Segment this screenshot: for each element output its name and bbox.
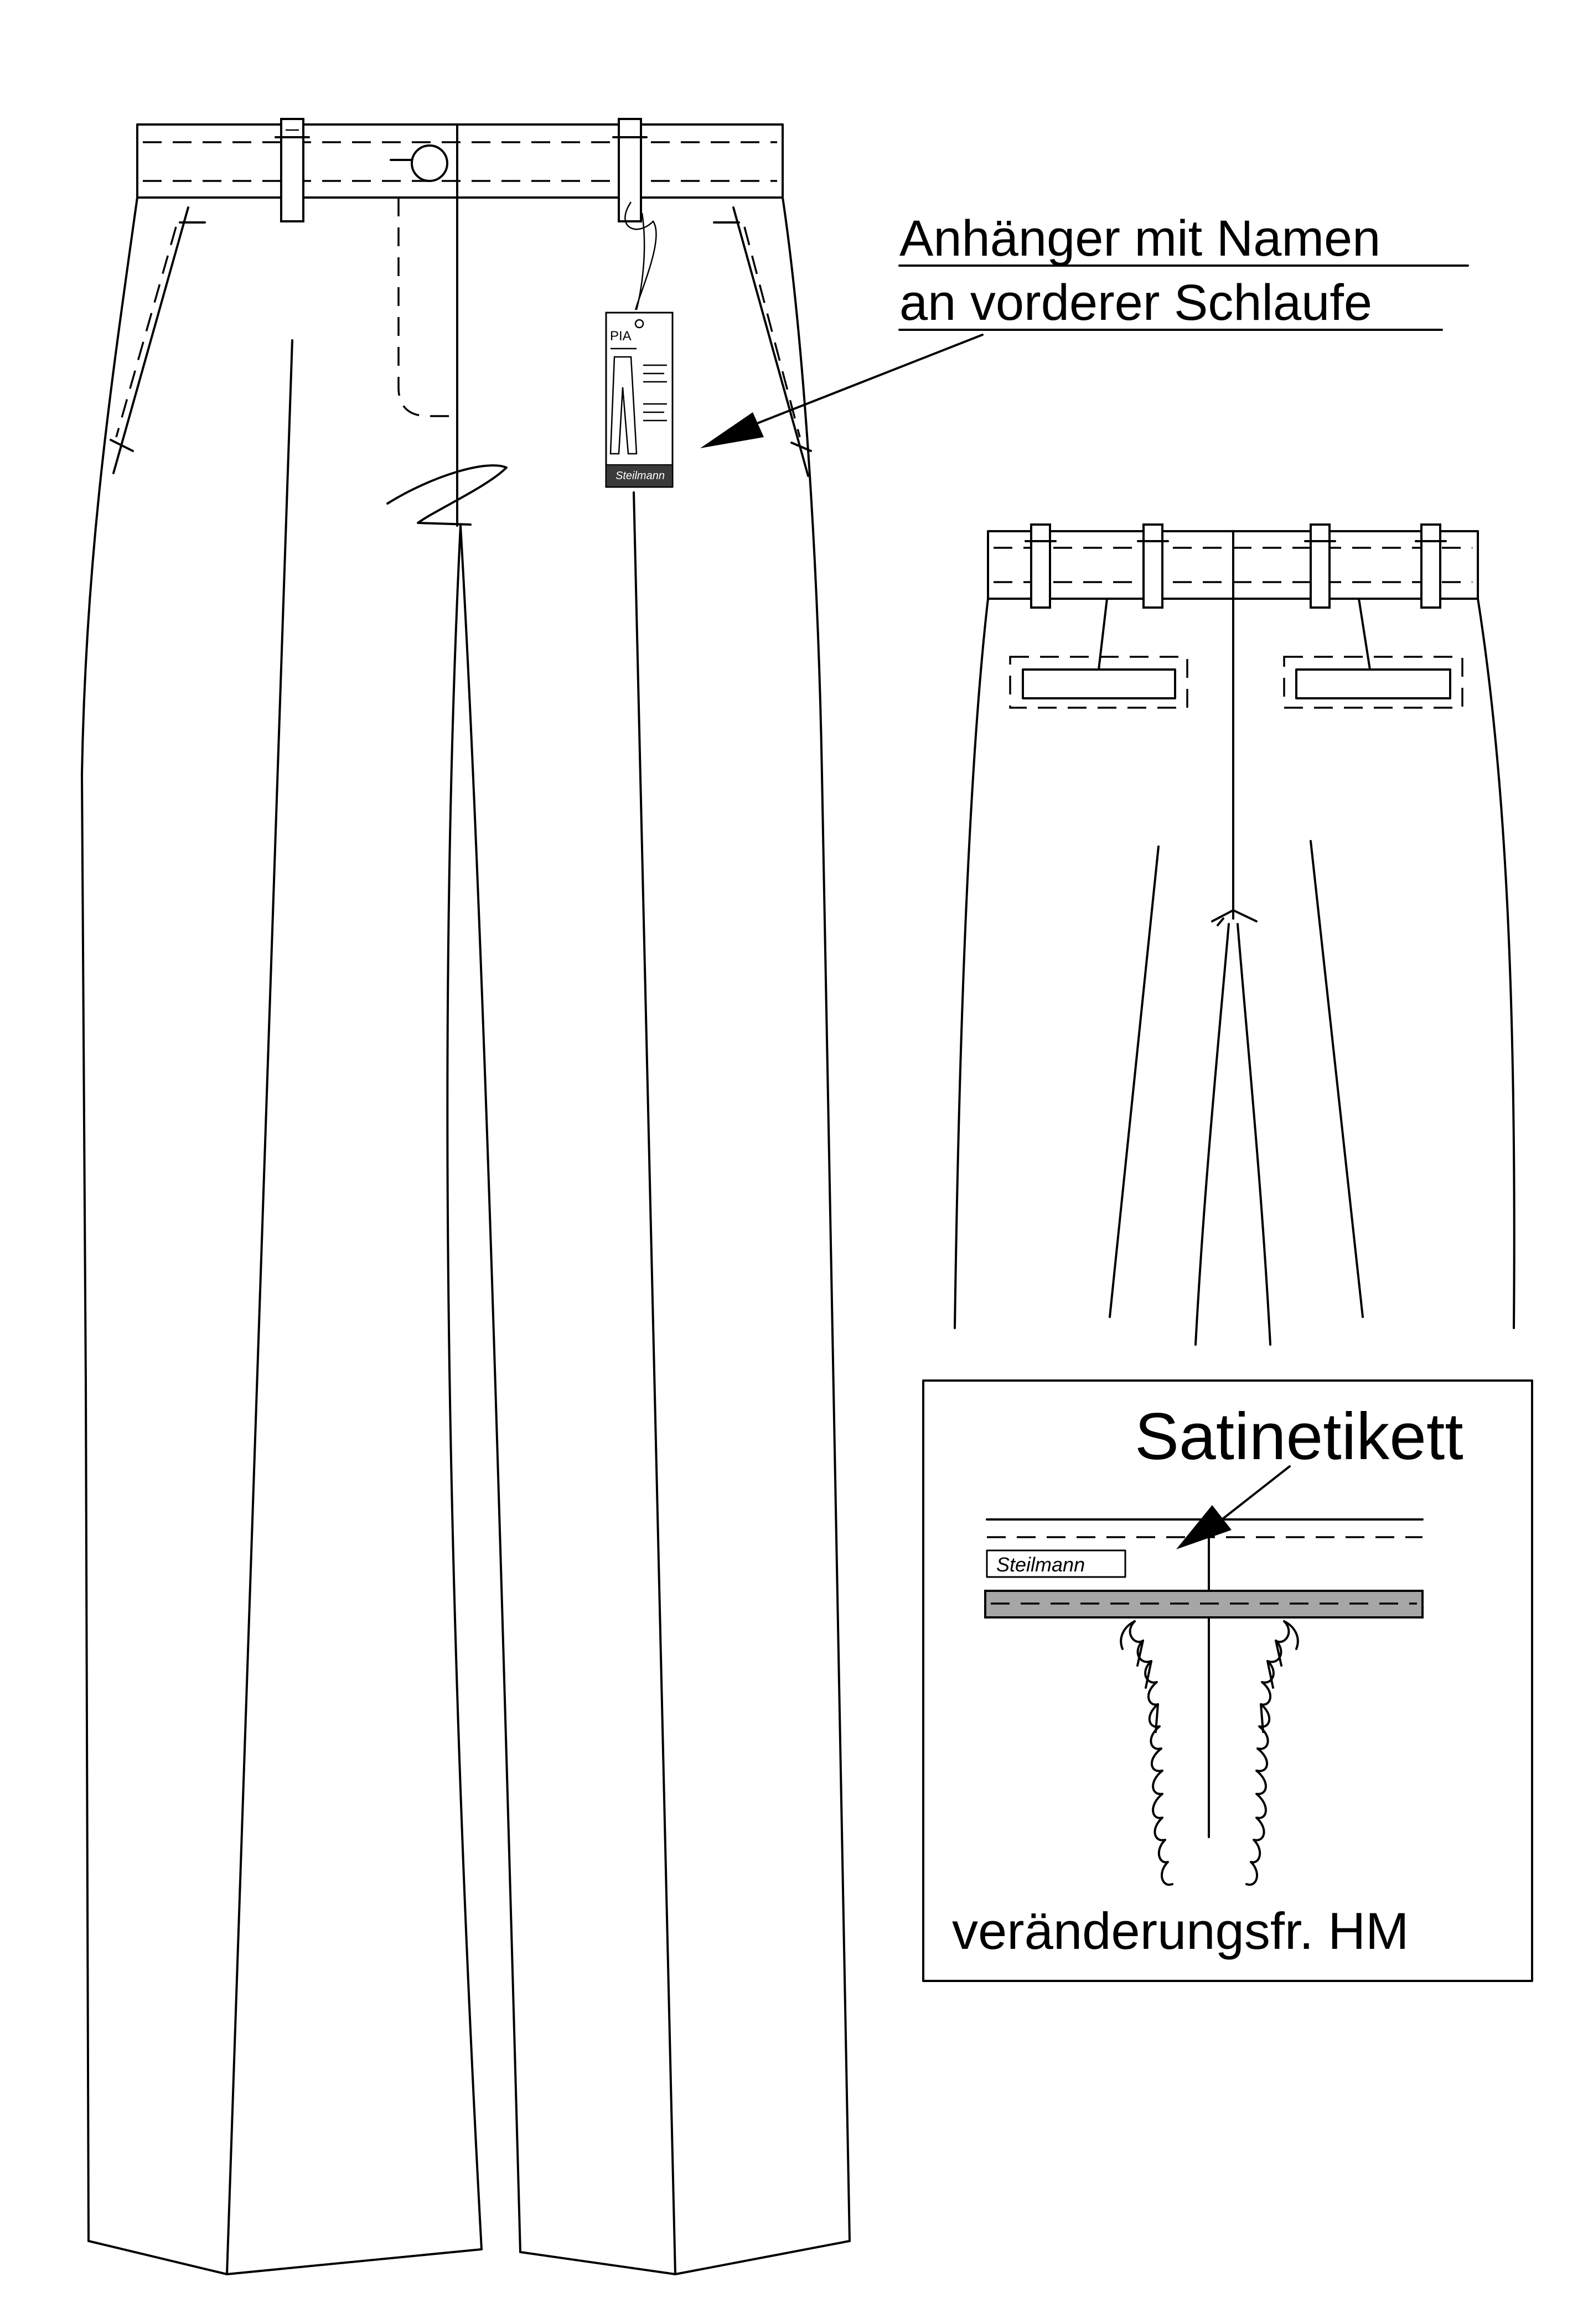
detail-title: Satinetikett (1135, 1399, 1463, 1474)
detail-caption: veränderungsfr. HM (952, 1902, 1409, 1960)
fly-stitching (399, 198, 457, 416)
front-left-side-seam (82, 198, 137, 2241)
front-waistband (137, 124, 783, 198)
callout-line-2: an vorderer Schlaufe (899, 274, 1373, 331)
callout-arrow-head (700, 412, 764, 448)
back-pocket-left (1023, 670, 1175, 698)
front-left-hem (89, 2241, 482, 2274)
hang-tag-brand: Steilmann (615, 470, 665, 482)
front-belt-loop-right (619, 119, 641, 221)
front-right-side-seam (783, 198, 850, 2241)
front-left-inseam (447, 526, 482, 2249)
hang-tag-name: PIA (610, 329, 632, 344)
front-left-pocket (113, 208, 188, 473)
hang-tag (606, 313, 673, 487)
satin-label-detail-box (923, 1381, 1532, 1981)
waist-button (412, 146, 447, 181)
front-right-hem (520, 2241, 850, 2274)
back-pocket-right (1296, 670, 1450, 698)
front-view-trousers (82, 119, 982, 2274)
back-view-trousers (955, 525, 1514, 1345)
front-left-crease (227, 340, 292, 2274)
callout-line-1: Anhänger mit Namen (899, 210, 1381, 267)
front-right-crease (634, 492, 675, 2274)
hang-tag-callout (899, 210, 1468, 331)
woven-label-text: Steilmann (996, 1553, 1085, 1576)
front-belt-loop-left (281, 119, 303, 221)
